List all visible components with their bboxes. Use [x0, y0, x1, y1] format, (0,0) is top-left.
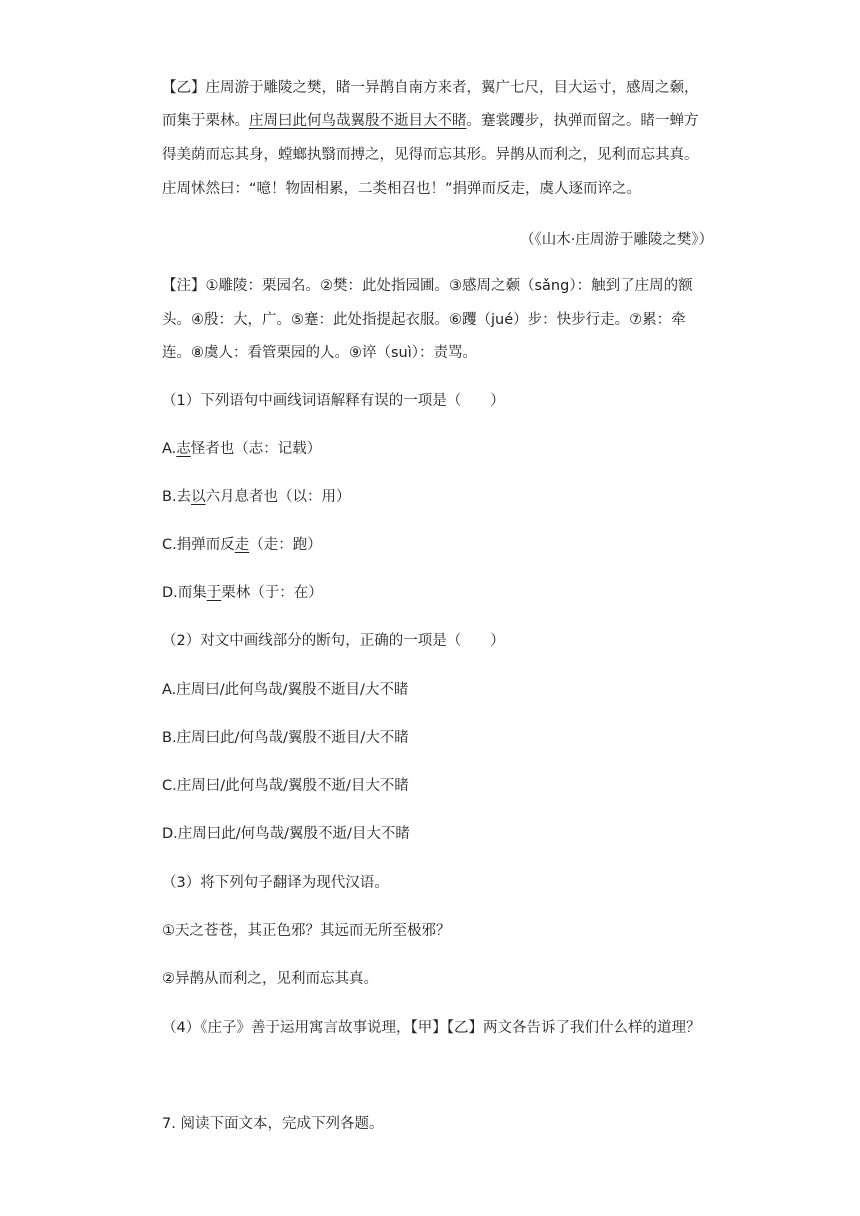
passage-line-3: 得美荫而忘其身，螳螂执翳而搏之，见得而忘其形。异鹊从而利之，见利而忘其真。 [162, 147, 699, 163]
passage-line-1: 【乙】庄周游于雕陵之樊，睹一异鹊自南方来者，翼广七尺，目大运寸，感周之颡， [162, 80, 699, 96]
underlined-sentence: 庄周曰此何鸟哉翼殷不逝目大不睹 [249, 113, 467, 129]
q1-d-underlined: 于 [206, 585, 222, 601]
q2-option-b: B.庄周曰此/何鸟哉/翼殷不逝目/大不睹 [162, 730, 409, 746]
passage-line-2 [162, 111, 699, 131]
passage-line-2-post: 。蹇裳躩步，执弹而留之。睹一蝉方 [466, 113, 699, 129]
q3-sentence-2: ②异鹊从而利之，见利而忘其真。 [162, 971, 378, 987]
q1-option-d [162, 583, 323, 603]
q4-stem: （4）《庄子》善于运用寓言故事说理，【甲】【乙】两文各告诉了我们什么样的道理？ [162, 1020, 701, 1036]
q1-c-pre: C.捐弹而反 [162, 537, 235, 553]
notes-line-2: 头。④殷：大，广。⑤蹇：此处指提起衣服。⑥躩（jué）步：快步行走。⑦累：牵 [162, 312, 686, 328]
q1-b-pre: B.去 [162, 489, 192, 505]
q1-b-post: 六月息者也（以：用） [205, 489, 351, 505]
q1-a-post: 怪者也（志：记载） [190, 441, 322, 457]
passage-line-2-pre: 而集于栗林。 [162, 113, 249, 129]
q1-a-underlined: 志 [176, 441, 191, 457]
notes-line-1: 【注】①雕陵：栗园名。②樊：此处指园圃。③感周之颡（sǎng）：触到了庄周的额 [162, 278, 693, 294]
q1-d-post: 栗林（于：在） [221, 585, 323, 601]
q3-stem: （3）将下列句子翻译为现代汉语。 [162, 875, 389, 891]
q1-c-post: （走：跑） [249, 537, 322, 553]
passage-source: （《山木·庄周游于雕陵之樊》） [520, 232, 714, 248]
q1-option-b [162, 487, 351, 507]
q2-option-a: A.庄周曰/此何鸟哉/翼殷不逝目/大不睹 [162, 682, 409, 698]
q2-option-d: D.庄周曰此/何鸟哉/翼殷不逝/目大不睹 [162, 826, 410, 842]
q1-stem: （1）下列语句中画线词语解释有误的一项是（ ） [162, 393, 505, 409]
q7-stem: 7. 阅读下面文本，完成下列各题。 [162, 1116, 384, 1132]
q1-b-underlined: 以 [191, 489, 206, 505]
q1-c-underlined: 走 [234, 537, 250, 553]
q1-a-pre: A. [162, 441, 177, 457]
q1-option-a [162, 439, 321, 459]
q1-d-pre: D.而集 [162, 585, 207, 601]
q2-option-c: C.庄周曰/此何鸟哉/翼殷不逝/目大不睹 [162, 778, 409, 794]
notes-line-3: 连。⑧虞人：看管栗园的人。⑨谇（suì）：责骂。 [162, 345, 478, 361]
q3-sentence-1: ①天之苍苍，其正色邪？其远而无所至极邪？ [162, 923, 451, 939]
q2-stem: （2）对文中画线部分的断句，正确的一项是（ ） [162, 633, 505, 649]
passage-line-4: 庄周怵然曰：“噫！物固相累，二类相召也！”捐弹而反走，虞人逐而谇之。 [162, 181, 642, 197]
q1-option-c [162, 535, 322, 555]
